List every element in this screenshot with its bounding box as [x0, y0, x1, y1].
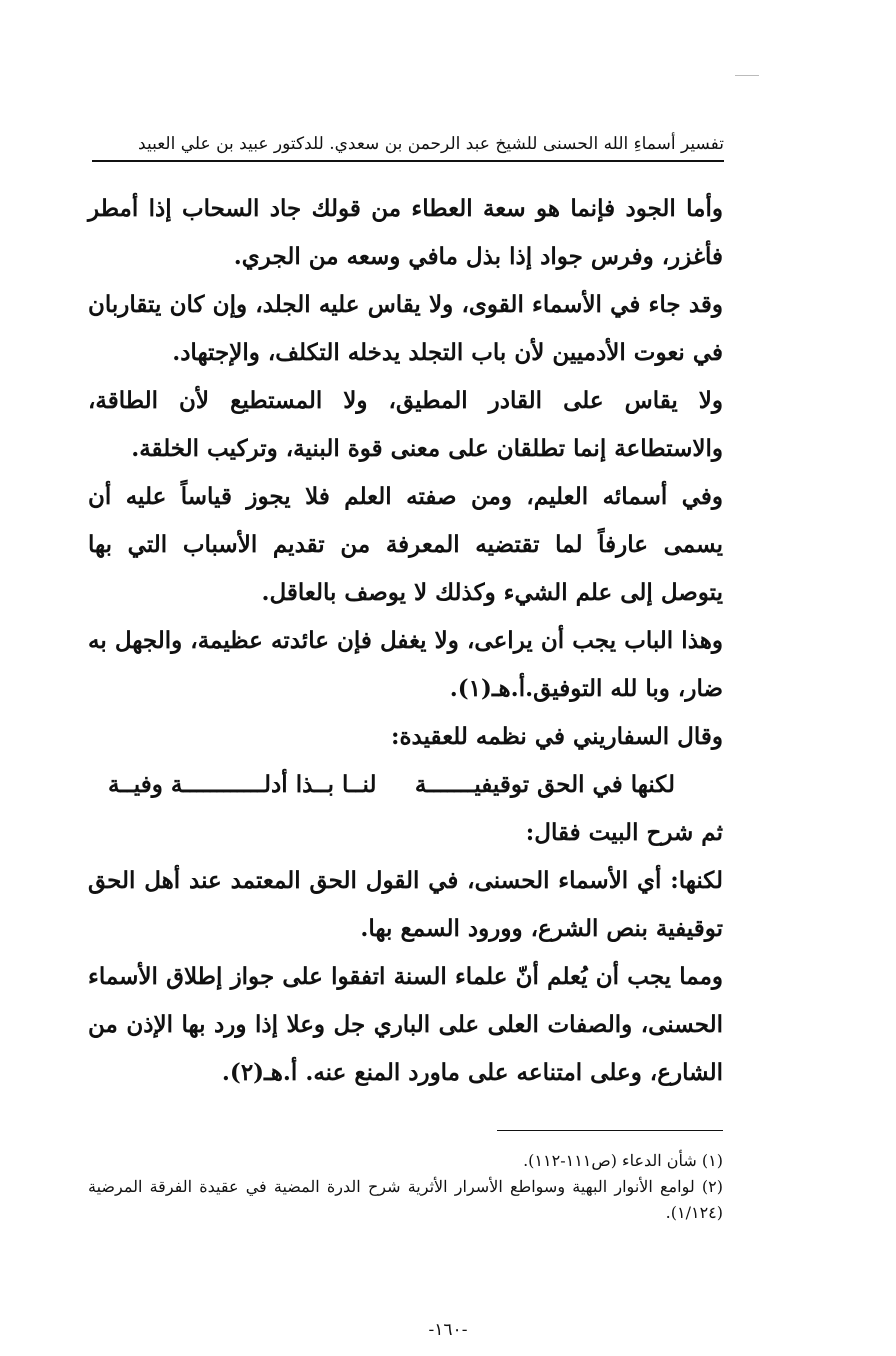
- paragraph-safarini-intro: وقال السفاريني في نظمه للعقيدة:: [391, 723, 723, 750]
- page-number: -١٦٠-: [428, 1320, 468, 1340]
- footnotes: [88, 1148, 723, 1226]
- scan-mark: [735, 75, 759, 76]
- paragraph-sharh-intro: ثم شرح البيت فقال:: [525, 819, 723, 846]
- paragraph-aleem: وفي أسمائه العليم، ومن صفته العلم فلا يجوز قياساً عليه أن يسمى عارفاً لما تقتضيه المعرفة من تقديم الأسباب التي بها يتوصل إلى علم الشيء وكذلك لا يوصف بالعاقل.: [88, 483, 723, 606]
- footnote-1: (١) شأن الدعاء (ص١١١-١١٢).: [523, 1151, 723, 1170]
- paragraph-ulama: ومما يجب أن يُعلم أنّ علماء السنة اتفقوا على جواز إطلاق الأسماء الحسنى، والصفات العلى على الباري جل وعلا إذا ورد بها الإذن من الشارع، وعلى امتناعه على ماورد المنع عنه. أ.هـ(٢).: [88, 963, 723, 1086]
- paragraph-jood: وأما الجود فإنما هو سعة العطاء من قولك جاد السحاب إذا أمطر فأغزر، وفرس جواد إذا بذل مافي وسعه من الجري.: [88, 195, 723, 270]
- paragraph-qawi: وقد جاء في الأسماء القوى، ولا يقاس عليه الجلد، وإن كان يتقاربان في نعوت الأدميين لأن باب التجلد يدخله التكلف، والإجتهاد.: [88, 291, 723, 366]
- paragraph-qadir: ولا يقاس على القادر المطيق، ولا المستطيع لأن الطاقة، والاستطاعة إنما تطلقان على معنى قوة البنية، وتركيب الخلقة.: [88, 387, 723, 462]
- poem-verse: [88, 761, 723, 809]
- verse-second-hemistich: لنــا بــذا أدلــــــــــــة وفيــة: [108, 771, 377, 798]
- running-header: تفسير أسماءِ الله الحسنى للشيخ عبد الرحمن بن سعدي. للدكتور عبيد بن علي العبيد: [138, 134, 724, 154]
- verse-first-hemistich: لكنها في الحق توقيفيـــــــة: [414, 771, 675, 798]
- paragraph-lakinnaha: لكنها: أي الأسماء الحسنى، في القول الحق المعتمد عند أهل الحق توقيفية بنص الشرع، وورود السمع بها.: [88, 867, 723, 942]
- footnote-rule: [497, 1130, 723, 1131]
- footnote-2: (٢) لوامع الأنوار البهية وسواطع الأسرار الأثرية شرح الدرة المضية في عقيدة الفرقة المرضية (١/١٢٤).: [88, 1177, 723, 1222]
- paragraph-bab: وهذا الباب يجب أن يراعى، ولا يغفل فإن عائدته عظيمة، والجهل به ضار، وبا لله التوفيق.أ.هـ(١).: [88, 627, 723, 702]
- header-rule: [92, 160, 724, 162]
- main-text: [88, 185, 723, 1097]
